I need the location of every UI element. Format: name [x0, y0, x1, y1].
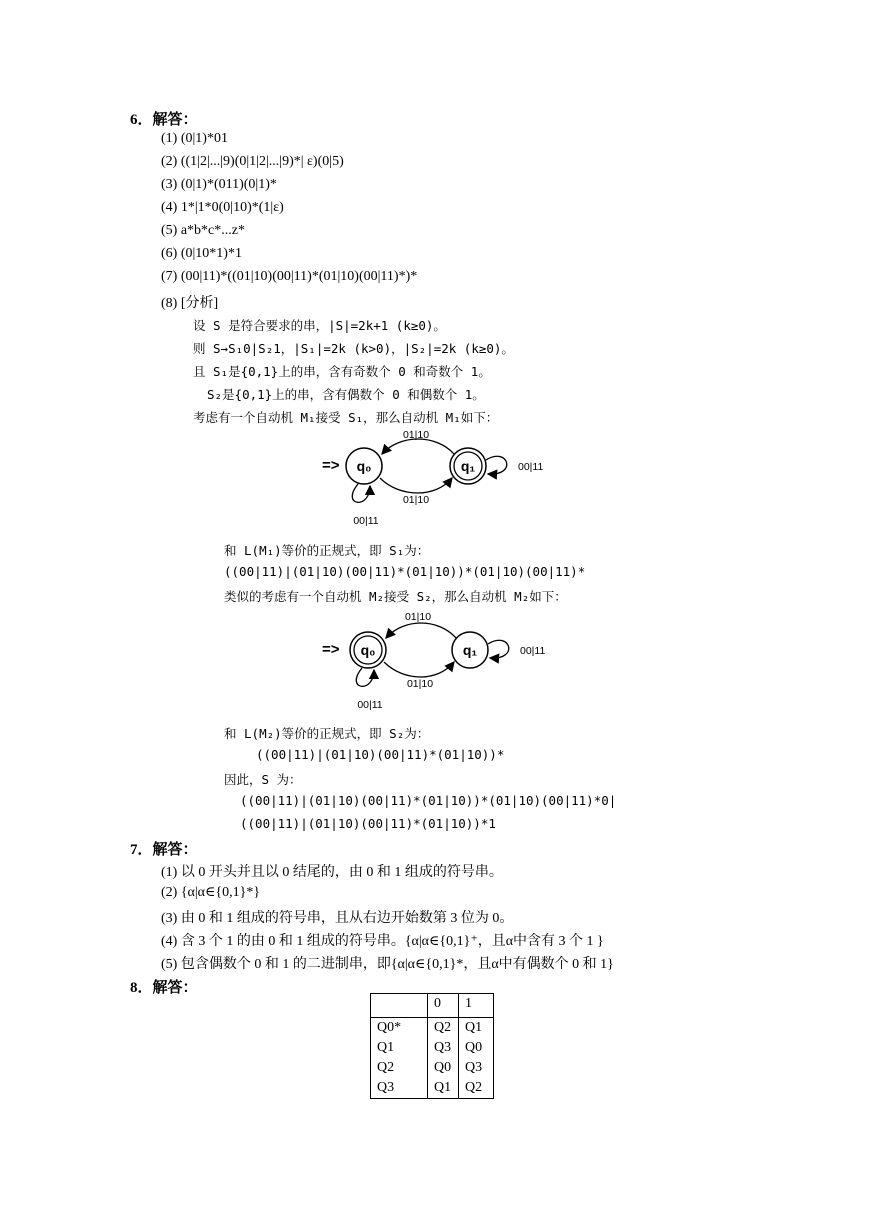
q7-answer-4: (4) 含 3 个 1 的由 0 和 1 组成的符号串。{α|α∈{0,1}⁺，且α中含有 3 个 1 }: [161, 934, 604, 949]
q6-answer-3: (3) (0|1)*(011)(0|1)*: [161, 177, 277, 192]
state-q0-label: q₀: [356, 458, 372, 474]
m1-text-1: 和 L(M₁)等价的正规式，即 S₁为：: [224, 543, 430, 558]
q6-answer-4: (4) 1*|1*0(0|10)*(1|ε): [161, 200, 284, 215]
edge-top-label: 01|10: [402, 429, 430, 441]
m2-text-1: 和 L(M₂)等价的正规式，即 S₂为：: [224, 726, 430, 741]
table-cell: Q2: [377, 1060, 395, 1075]
loop-q0: [352, 484, 370, 502]
table-cell: Q3: [459, 1058, 494, 1078]
edge-q1-to-q0: [382, 439, 454, 454]
table-cell: Q3: [377, 1080, 395, 1095]
q6-answer-8: (8) [分析]: [161, 296, 219, 311]
loop-q1: [486, 456, 507, 474]
table-cell: Q2: [459, 1078, 494, 1098]
q6-heading: 6．解答：: [130, 112, 198, 128]
table-header-cell: 1: [459, 994, 494, 1018]
s-regex-line-1: ((00|11)|(01|10)(00|11)*(01|10))*(01|10)(00|11)*0|: [240, 793, 617, 808]
table-row: [371, 1018, 493, 1039]
table-cell: Q1: [428, 1078, 459, 1098]
loop-q1-label: 00|11: [520, 645, 546, 657]
q7-answer-3: (3) 由 0 和 1 组成的符号串，且从右边开始数第 3 位为 0。: [161, 911, 514, 926]
transition-table-grid: [371, 994, 493, 1098]
table-cell: Q0: [428, 1058, 459, 1078]
q6-answer-7: (7) (00|11)*((01|10)(00|11)*(01|10)(00|11)*)*: [161, 269, 418, 284]
edge-q0-to-q1: [384, 662, 454, 677]
q7-answer-2: (2) {α|α∈{0,1}*}: [161, 885, 261, 900]
m1-text-2: 类似的考虑有一个自动机 M₂接受 S₂，那么自动机 M₂如下：: [224, 589, 567, 604]
analysis-line-5: 考虑有一个自动机 M₁接受 S₁，那么自动机 M₁如下：: [193, 410, 499, 425]
table-cell: Q3: [428, 1038, 459, 1058]
transition-table: [370, 993, 494, 1099]
m1-regex: ((00|11)|(01|10)(00|11)*(01|10))*(01|10)(00|11)*: [224, 564, 586, 579]
start-arrow-label: =>: [322, 641, 340, 658]
analysis-line-1: 设 S 是符合要求的串，|S|=2k+1 (k≥0)。: [193, 318, 446, 333]
edge-bottom-label: 01|10: [402, 494, 430, 506]
state-q1-label: q₁: [462, 642, 478, 658]
table-row: [371, 1078, 493, 1098]
table-header-row: [371, 994, 493, 1018]
table-header-cell: [371, 994, 428, 1018]
edge-q1-to-q0: [386, 623, 456, 638]
analysis-line-2: 则 S→S₁0|S₂1，|S₁|=2k (k>0)，|S₂|=2k (k≥0)。: [193, 341, 514, 356]
analysis-line-4: S₂是{0,1}上的串，含有偶数个 0 和偶数个 1。: [207, 387, 485, 402]
table-cell: Q0: [459, 1038, 494, 1058]
s-regex-line-2: ((00|11)|(01|10)(00|11)*(01|10))*1: [240, 816, 496, 831]
q7-answer-1: (1) 以 0 开头并且以 0 结尾的，由 0 和 1 组成的符号串。: [161, 865, 503, 880]
loop-q0-label: 00|11: [357, 699, 383, 711]
m2-text-2: 因此，S 为：: [224, 772, 302, 787]
table-row: [371, 1038, 493, 1058]
q8-heading: 8．解答：: [130, 980, 198, 996]
q6-answer-2: (2) ((1|2|...|9)(0|1|2|...|9)*| ε)(0|5): [161, 154, 344, 169]
state-q0-label: q₀: [360, 642, 376, 658]
analysis-line-3: 且 S₁是{0,1}上的串，含有奇数个 0 和奇数个 1。: [193, 364, 491, 379]
edge-q0-to-q1: [380, 478, 452, 493]
start-arrow-label: =>: [322, 457, 340, 474]
q6-answer-6: (6) (0|10*1)*1: [161, 246, 242, 261]
edge-bottom-label: 01|10: [406, 678, 434, 690]
table-row: [371, 1058, 493, 1078]
table-cell: Q1: [377, 1040, 395, 1055]
m2-regex: ((00|11)|(01|10)(00|11)*(01|10))*: [256, 747, 505, 762]
loop-q1: [488, 640, 509, 658]
table-cell: Q1: [459, 1018, 494, 1039]
automaton-m1-diagram: [318, 424, 558, 532]
table-cell: Q2: [428, 1018, 459, 1039]
q7-answer-5: (5) 包含偶数个 0 和 1 的二进制串，即{α|α∈{0,1}*，且α中有偶数个 0 和 1}: [161, 957, 614, 972]
q6-answer-1: (1) (0|1)*01: [161, 131, 228, 146]
loop-q0: [356, 668, 374, 686]
loop-q0-label: 00|11: [353, 515, 379, 527]
edge-top-label: 01|10: [404, 611, 432, 623]
table-cell: Q0*: [377, 1020, 402, 1035]
q7-heading: 7．解答：: [130, 842, 198, 858]
q6-answer-5: (5) a*b*c*...z*: [161, 223, 245, 238]
automaton-m2-diagram: [318, 606, 558, 714]
state-q1-label: q₁: [460, 458, 476, 474]
loop-q1-label: 00|11: [518, 461, 544, 473]
table-header-cell: 0: [428, 994, 459, 1018]
